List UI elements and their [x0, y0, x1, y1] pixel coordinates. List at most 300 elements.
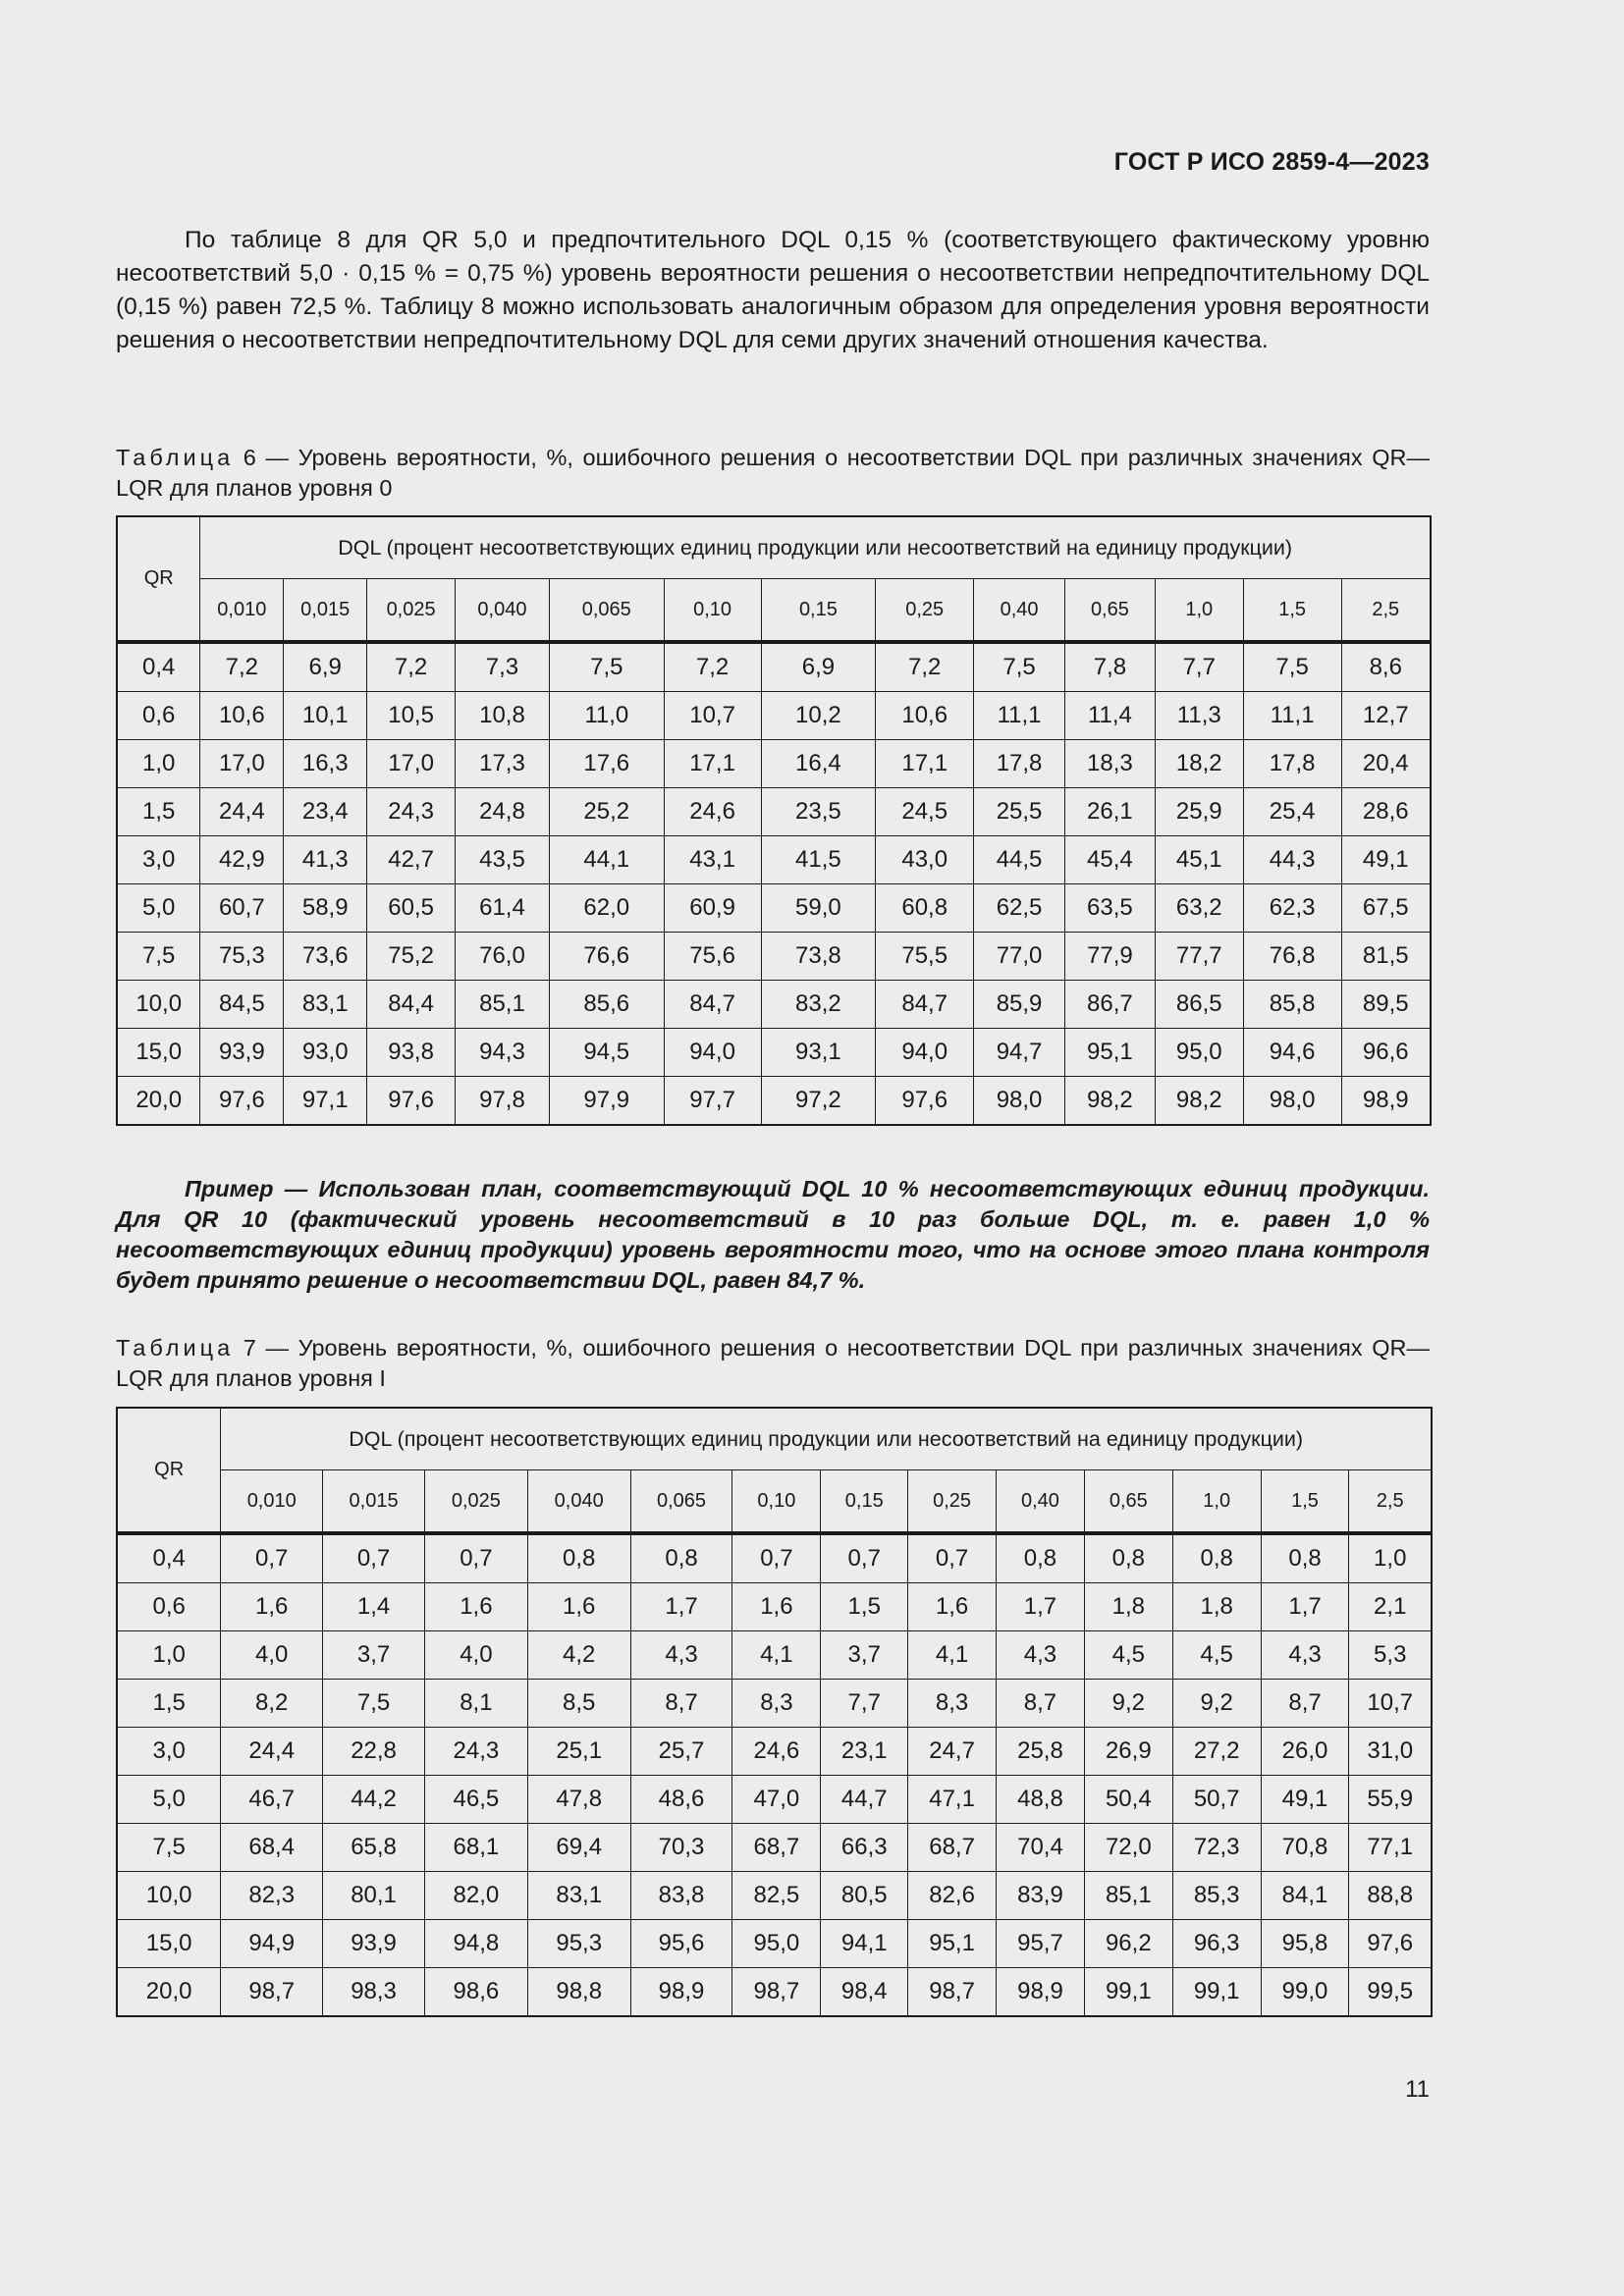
dql-column-header: 1,5 — [1261, 1470, 1349, 1534]
value-cell: 23,1 — [821, 1728, 908, 1776]
value-cell: 94,9 — [221, 1920, 323, 1968]
value-cell: 11,1 — [1243, 692, 1341, 740]
table-row — [117, 981, 1431, 1029]
value-cell: 98,0 — [974, 1077, 1065, 1126]
value-cell: 17,0 — [200, 740, 284, 788]
value-cell: 44,5 — [974, 836, 1065, 884]
value-cell: 83,1 — [284, 981, 367, 1029]
value-cell: 3,7 — [821, 1631, 908, 1680]
value-cell: 23,5 — [761, 788, 876, 836]
value-cell: 85,6 — [549, 981, 664, 1029]
qr-cell: 7,5 — [117, 1824, 221, 1872]
value-cell: 8,5 — [527, 1680, 630, 1728]
value-cell: 17,0 — [367, 740, 456, 788]
value-cell: 97,1 — [284, 1077, 367, 1126]
value-cell: 5,3 — [1349, 1631, 1432, 1680]
value-cell: 0,7 — [821, 1533, 908, 1583]
value-cell: 4,1 — [732, 1631, 821, 1680]
value-cell: 7,5 — [974, 642, 1065, 692]
value-cell: 41,3 — [284, 836, 367, 884]
value-cell: 0,8 — [527, 1533, 630, 1583]
value-cell: 8,7 — [997, 1680, 1085, 1728]
value-cell: 77,7 — [1155, 933, 1243, 981]
value-cell: 97,2 — [761, 1077, 876, 1126]
value-cell: 75,5 — [876, 933, 974, 981]
value-cell: 97,9 — [549, 1077, 664, 1126]
value-cell: 1,6 — [221, 1583, 323, 1631]
value-cell: 86,7 — [1064, 981, 1155, 1029]
value-cell: 24,6 — [732, 1728, 821, 1776]
value-cell: 1,7 — [630, 1583, 732, 1631]
value-cell: 17,8 — [1243, 740, 1341, 788]
table-row — [117, 1776, 1432, 1824]
value-cell: 94,8 — [424, 1920, 527, 1968]
value-cell: 84,5 — [200, 981, 284, 1029]
value-cell: 8,3 — [732, 1680, 821, 1728]
table6-body — [117, 642, 1431, 1125]
value-cell: 95,0 — [732, 1920, 821, 1968]
value-cell: 70,4 — [997, 1824, 1085, 1872]
value-cell: 27,2 — [1172, 1728, 1261, 1776]
value-cell: 95,0 — [1155, 1029, 1243, 1077]
value-cell: 0,8 — [1084, 1533, 1172, 1583]
value-cell: 83,1 — [527, 1872, 630, 1920]
value-cell: 94,1 — [821, 1920, 908, 1968]
value-cell: 70,8 — [1261, 1824, 1349, 1872]
value-cell: 24,3 — [424, 1728, 527, 1776]
qr-cell: 20,0 — [117, 1968, 221, 2017]
value-cell: 94,0 — [876, 1029, 974, 1077]
value-cell: 7,2 — [200, 642, 284, 692]
value-cell: 80,1 — [323, 1872, 425, 1920]
value-cell: 16,4 — [761, 740, 876, 788]
value-cell: 97,6 — [367, 1077, 456, 1126]
value-cell: 62,3 — [1243, 884, 1341, 933]
dql-column-header: 0,040 — [527, 1470, 630, 1534]
value-cell: 22,8 — [323, 1728, 425, 1776]
value-cell: 98,9 — [630, 1968, 732, 2017]
value-cell: 96,6 — [1341, 1029, 1431, 1077]
value-cell: 94,6 — [1243, 1029, 1341, 1077]
value-cell: 93,1 — [761, 1029, 876, 1077]
dql-column-header: 0,15 — [821, 1470, 908, 1534]
dql-column-header: 0,015 — [284, 579, 367, 643]
value-cell: 49,1 — [1261, 1776, 1349, 1824]
value-cell: 25,7 — [630, 1728, 732, 1776]
value-cell: 97,8 — [456, 1077, 550, 1126]
qr-cell: 15,0 — [117, 1920, 221, 1968]
value-cell: 26,1 — [1064, 788, 1155, 836]
value-cell: 10,6 — [200, 692, 284, 740]
value-cell: 83,8 — [630, 1872, 732, 1920]
dql-column-header: 1,5 — [1243, 579, 1341, 643]
value-cell: 65,8 — [323, 1824, 425, 1872]
value-cell: 4,3 — [1261, 1631, 1349, 1680]
value-cell: 95,1 — [1064, 1029, 1155, 1077]
value-cell: 73,8 — [761, 933, 876, 981]
value-cell: 18,2 — [1155, 740, 1243, 788]
value-cell: 17,6 — [549, 740, 664, 788]
value-cell: 18,3 — [1064, 740, 1155, 788]
qr-cell: 0,4 — [117, 1533, 221, 1583]
value-cell: 59,0 — [761, 884, 876, 933]
value-cell: 7,5 — [1243, 642, 1341, 692]
value-cell: 94,7 — [974, 1029, 1065, 1077]
value-cell: 24,5 — [876, 788, 974, 836]
value-cell: 95,1 — [908, 1920, 997, 1968]
value-cell: 10,7 — [664, 692, 761, 740]
value-cell: 98,8 — [527, 1968, 630, 2017]
value-cell: 68,7 — [908, 1824, 997, 1872]
table-row — [117, 1920, 1432, 1968]
value-cell: 98,9 — [1341, 1077, 1431, 1126]
value-cell: 44,2 — [323, 1776, 425, 1824]
value-cell: 4,3 — [630, 1631, 732, 1680]
value-cell: 62,5 — [974, 884, 1065, 933]
table6-caption-text: 6 — Уровень вероятности, %, ошибочного решения о несоответствии DQL при различных значениях QR—LQR для планов уровня 0 — [116, 445, 1430, 501]
value-cell: 89,5 — [1341, 981, 1431, 1029]
value-cell: 70,3 — [630, 1824, 732, 1872]
example-paragraph: Пример — Использован план, соответствующий DQL 10 % несоответствующих единиц продукции. Для QR 10 (фактический уровень несоответствий в 10 раз больше DQL, т. е. равен 1,0 % несоответствующих единиц продукции) уровень вероятности того, что на основе этого плана контроля будет принято решение о несоответствии DQL, равен 84,7 %. — [116, 1176, 1430, 1293]
value-cell: 99,5 — [1349, 1968, 1432, 2017]
dql-column-header: 0,065 — [549, 579, 664, 643]
value-cell: 0,7 — [908, 1533, 997, 1583]
value-cell: 0,8 — [630, 1533, 732, 1583]
value-cell: 48,6 — [630, 1776, 732, 1824]
value-cell: 47,1 — [908, 1776, 997, 1824]
qr-cell: 10,0 — [117, 981, 200, 1029]
value-cell: 86,5 — [1155, 981, 1243, 1029]
value-cell: 10,7 — [1349, 1680, 1432, 1728]
value-cell: 98,3 — [323, 1968, 425, 2017]
value-cell: 0,7 — [323, 1533, 425, 1583]
table-row — [117, 1872, 1432, 1920]
value-cell: 55,9 — [1349, 1776, 1432, 1824]
value-cell: 60,7 — [200, 884, 284, 933]
qr-cell: 1,5 — [117, 1680, 221, 1728]
value-cell: 77,1 — [1349, 1824, 1432, 1872]
value-cell: 82,5 — [732, 1872, 821, 1920]
value-cell: 72,0 — [1084, 1824, 1172, 1872]
value-cell: 63,2 — [1155, 884, 1243, 933]
value-cell: 42,7 — [367, 836, 456, 884]
value-cell: 88,8 — [1349, 1872, 1432, 1920]
value-cell: 1,4 — [323, 1583, 425, 1631]
dql-column-headers — [117, 1470, 1432, 1534]
value-cell: 24,8 — [456, 788, 550, 836]
value-cell: 95,7 — [997, 1920, 1085, 1968]
value-cell: 75,3 — [200, 933, 284, 981]
value-cell: 7,7 — [1155, 642, 1243, 692]
table6 — [116, 515, 1432, 1126]
value-cell: 98,7 — [908, 1968, 997, 2017]
value-cell: 97,6 — [876, 1077, 974, 1126]
value-cell: 93,0 — [284, 1029, 367, 1077]
value-cell: 12,7 — [1341, 692, 1431, 740]
value-cell: 25,9 — [1155, 788, 1243, 836]
value-cell: 44,1 — [549, 836, 664, 884]
value-cell: 42,9 — [200, 836, 284, 884]
value-cell: 84,7 — [876, 981, 974, 1029]
value-cell: 8,3 — [908, 1680, 997, 1728]
table-row — [117, 1077, 1431, 1126]
value-cell: 1,8 — [1172, 1583, 1261, 1631]
value-cell: 9,2 — [1084, 1680, 1172, 1728]
qr-cell: 3,0 — [117, 836, 200, 884]
value-cell: 11,3 — [1155, 692, 1243, 740]
value-cell: 0,8 — [997, 1533, 1085, 1583]
value-cell: 7,7 — [821, 1680, 908, 1728]
value-cell: 43,5 — [456, 836, 550, 884]
value-cell: 77,9 — [1064, 933, 1155, 981]
value-cell: 25,8 — [997, 1728, 1085, 1776]
dql-column-header: 2,5 — [1349, 1470, 1432, 1534]
value-cell: 25,5 — [974, 788, 1065, 836]
qr-cell: 1,0 — [117, 740, 200, 788]
value-cell: 23,4 — [284, 788, 367, 836]
dql-column-header: 0,010 — [221, 1470, 323, 1534]
value-cell: 8,6 — [1341, 642, 1431, 692]
value-cell: 0,7 — [424, 1533, 527, 1583]
value-cell: 44,3 — [1243, 836, 1341, 884]
table-row — [117, 1680, 1432, 1728]
document-header: ГОСТ Р ИСО 2859-4—2023 — [1113, 148, 1430, 176]
value-cell: 4,2 — [527, 1631, 630, 1680]
value-cell: 97,6 — [200, 1077, 284, 1126]
dql-column-header: 0,040 — [456, 579, 550, 643]
intro-paragraph: По таблице 8 для QR 5,0 и предпочтительного DQL 0,15 % (соответствующего фактическому уровню несоответствий 5,0 · 0,15 % = 0,75 %) уровень вероятности решения о несоответствии непредпочтительному DQL (0,15 %) равен 72,5 %. Таблицу 8 можно использовать аналогичным образом для определения уровня вероятности решения о несоответствии непредпочтительному DQL для семи других значений отношения качества. — [116, 227, 1430, 353]
dql-column-header: 0,65 — [1064, 579, 1155, 643]
value-cell: 1,8 — [1084, 1583, 1172, 1631]
value-cell: 82,0 — [424, 1872, 527, 1920]
dql-column-header: 0,065 — [630, 1470, 732, 1534]
qr-cell: 5,0 — [117, 1776, 221, 1824]
value-cell: 49,1 — [1341, 836, 1431, 884]
value-cell: 4,1 — [908, 1631, 997, 1680]
value-cell: 7,3 — [456, 642, 550, 692]
value-cell: 99,0 — [1261, 1968, 1349, 2017]
value-cell: 28,6 — [1341, 788, 1431, 836]
value-cell: 20,4 — [1341, 740, 1431, 788]
value-cell: 84,7 — [664, 981, 761, 1029]
value-cell: 7,2 — [876, 642, 974, 692]
value-cell: 94,3 — [456, 1029, 550, 1077]
qr-header: QR — [117, 516, 200, 642]
value-cell: 25,2 — [549, 788, 664, 836]
value-cell: 85,9 — [974, 981, 1065, 1029]
value-cell: 8,7 — [1261, 1680, 1349, 1728]
value-cell: 31,0 — [1349, 1728, 1432, 1776]
value-cell: 17,1 — [876, 740, 974, 788]
value-cell: 7,2 — [664, 642, 761, 692]
table6-label: Таблица — [116, 445, 235, 470]
value-cell: 46,5 — [424, 1776, 527, 1824]
value-cell: 4,0 — [424, 1631, 527, 1680]
dql-column-header: 1,0 — [1155, 579, 1243, 643]
value-cell: 94,0 — [664, 1029, 761, 1077]
value-cell: 60,5 — [367, 884, 456, 933]
dql-column-header: 0,010 — [200, 579, 284, 643]
value-cell: 68,1 — [424, 1824, 527, 1872]
table-row — [117, 836, 1431, 884]
value-cell: 10,2 — [761, 692, 876, 740]
qr-cell: 5,0 — [117, 884, 200, 933]
value-cell: 68,7 — [732, 1824, 821, 1872]
value-cell: 41,5 — [761, 836, 876, 884]
value-cell: 95,3 — [527, 1920, 630, 1968]
table-row — [117, 1824, 1432, 1872]
dql-column-header: 0,40 — [974, 579, 1065, 643]
value-cell: 24,7 — [908, 1728, 997, 1776]
value-cell: 93,9 — [200, 1029, 284, 1077]
value-cell: 7,2 — [367, 642, 456, 692]
value-cell: 8,2 — [221, 1680, 323, 1728]
value-cell: 1,7 — [1261, 1583, 1349, 1631]
table-row — [117, 1533, 1432, 1583]
value-cell: 83,2 — [761, 981, 876, 1029]
value-cell: 9,2 — [1172, 1680, 1261, 1728]
qr-cell: 3,0 — [117, 1728, 221, 1776]
value-cell: 85,8 — [1243, 981, 1341, 1029]
value-cell: 11,1 — [974, 692, 1065, 740]
value-cell: 60,8 — [876, 884, 974, 933]
value-cell: 45,1 — [1155, 836, 1243, 884]
value-cell: 62,0 — [549, 884, 664, 933]
dql-column-header: 1,0 — [1172, 1470, 1261, 1534]
value-cell: 76,8 — [1243, 933, 1341, 981]
value-cell: 1,0 — [1349, 1533, 1432, 1583]
value-cell: 80,5 — [821, 1872, 908, 1920]
value-cell: 81,5 — [1341, 933, 1431, 981]
dql-column-header: 0,025 — [367, 579, 456, 643]
value-cell: 26,0 — [1261, 1728, 1349, 1776]
value-cell: 98,9 — [997, 1968, 1085, 2017]
table-row — [117, 740, 1431, 788]
dql-column-header: 0,10 — [732, 1470, 821, 1534]
table7-body — [117, 1533, 1432, 2016]
dql-column-header: 0,015 — [323, 1470, 425, 1534]
value-cell: 73,6 — [284, 933, 367, 981]
table7-caption-text: 7 — Уровень вероятности, %, ошибочного решения о несоответствии DQL при различных значениях QR—LQR для планов уровня I — [116, 1335, 1430, 1391]
qr-cell: 0,4 — [117, 642, 200, 692]
value-cell: 98,7 — [221, 1968, 323, 2017]
qr-cell: 1,5 — [117, 788, 200, 836]
qr-cell: 15,0 — [117, 1029, 200, 1077]
value-cell: 47,0 — [732, 1776, 821, 1824]
table-row — [117, 1583, 1432, 1631]
value-cell: 7,5 — [549, 642, 664, 692]
dql-column-headers — [117, 579, 1431, 643]
value-cell: 69,4 — [527, 1824, 630, 1872]
value-cell: 8,1 — [424, 1680, 527, 1728]
value-cell: 1,6 — [424, 1583, 527, 1631]
table-row — [117, 1728, 1432, 1776]
value-cell: 24,4 — [200, 788, 284, 836]
value-cell: 75,2 — [367, 933, 456, 981]
value-cell: 85,1 — [456, 981, 550, 1029]
value-cell: 85,3 — [1172, 1872, 1261, 1920]
value-cell: 98,0 — [1243, 1077, 1341, 1126]
value-cell: 93,8 — [367, 1029, 456, 1077]
value-cell: 10,6 — [876, 692, 974, 740]
value-cell: 0,8 — [1172, 1533, 1261, 1583]
table-row — [117, 788, 1431, 836]
value-cell: 50,4 — [1084, 1776, 1172, 1824]
value-cell: 75,6 — [664, 933, 761, 981]
value-cell: 0,7 — [221, 1533, 323, 1583]
value-cell: 76,0 — [456, 933, 550, 981]
value-cell: 68,4 — [221, 1824, 323, 1872]
value-cell: 98,2 — [1064, 1077, 1155, 1126]
value-cell: 82,6 — [908, 1872, 997, 1920]
table7 — [116, 1407, 1433, 2017]
value-cell: 98,4 — [821, 1968, 908, 2017]
value-cell: 24,6 — [664, 788, 761, 836]
value-cell: 85,1 — [1084, 1872, 1172, 1920]
dql-column-header: 0,025 — [424, 1470, 527, 1534]
value-cell: 10,1 — [284, 692, 367, 740]
qr-cell: 20,0 — [117, 1077, 200, 1126]
value-cell: 63,5 — [1064, 884, 1155, 933]
table-row — [117, 933, 1431, 981]
value-cell: 84,4 — [367, 981, 456, 1029]
value-cell: 1,5 — [821, 1583, 908, 1631]
value-cell: 8,7 — [630, 1680, 732, 1728]
value-cell: 60,9 — [664, 884, 761, 933]
dql-column-header: 2,5 — [1341, 579, 1431, 643]
value-cell: 43,0 — [876, 836, 974, 884]
dql-header: DQL (процент несоответствующих единиц продукции или несоответствий на единицу продукции) — [200, 516, 1431, 579]
qr-cell: 10,0 — [117, 1872, 221, 1920]
qr-cell: 0,6 — [117, 692, 200, 740]
table-row — [117, 884, 1431, 933]
value-cell: 4,5 — [1084, 1631, 1172, 1680]
value-cell: 10,8 — [456, 692, 550, 740]
value-cell: 61,4 — [456, 884, 550, 933]
value-cell: 95,8 — [1261, 1920, 1349, 1968]
value-cell: 25,1 — [527, 1728, 630, 1776]
table-row — [117, 1631, 1432, 1680]
qr-cell: 0,6 — [117, 1583, 221, 1631]
value-cell: 4,3 — [997, 1631, 1085, 1680]
value-cell: 24,3 — [367, 788, 456, 836]
value-cell: 45,4 — [1064, 836, 1155, 884]
dql-column-header: 0,15 — [761, 579, 876, 643]
value-cell: 6,9 — [284, 642, 367, 692]
dql-column-header: 0,10 — [664, 579, 761, 643]
value-cell: 82,3 — [221, 1872, 323, 1920]
value-cell: 7,5 — [323, 1680, 425, 1728]
value-cell: 48,8 — [997, 1776, 1085, 1824]
value-cell: 6,9 — [761, 642, 876, 692]
value-cell: 47,8 — [527, 1776, 630, 1824]
value-cell: 72,3 — [1172, 1824, 1261, 1872]
value-cell: 4,5 — [1172, 1631, 1261, 1680]
page-number: 11 — [1405, 2076, 1430, 2103]
value-cell: 43,1 — [664, 836, 761, 884]
value-cell: 94,5 — [549, 1029, 664, 1077]
dql-column-header: 0,25 — [876, 579, 974, 643]
value-cell: 10,5 — [367, 692, 456, 740]
value-cell: 16,3 — [284, 740, 367, 788]
value-cell: 17,8 — [974, 740, 1065, 788]
dql-column-header: 0,25 — [908, 1470, 997, 1534]
dql-column-header: 0,40 — [997, 1470, 1085, 1534]
value-cell: 97,6 — [1349, 1920, 1432, 1968]
value-cell: 11,4 — [1064, 692, 1155, 740]
value-cell: 58,9 — [284, 884, 367, 933]
table-row — [117, 642, 1431, 692]
